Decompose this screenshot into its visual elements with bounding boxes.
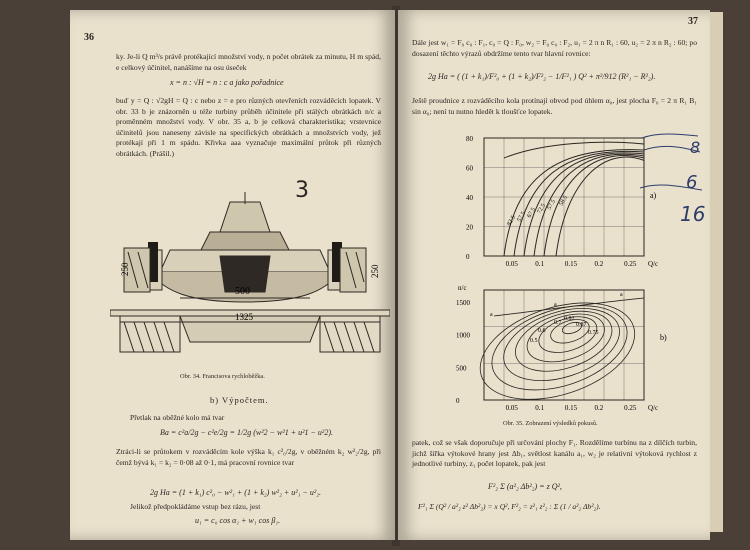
chart-b-max-flow-curve bbox=[494, 298, 644, 316]
chart-b-contour-label: 0.6 bbox=[538, 328, 546, 334]
chart-b bbox=[454, 280, 674, 418]
chart-a-x-axis-symbol: Q/c bbox=[648, 260, 659, 268]
left-formula-4: u₁ = c₀ cos α₁ + w₁ cos β₁. bbox=[195, 516, 281, 525]
chart-b-curve-mark: a bbox=[490, 312, 493, 318]
right-para-2: Ještě proudnice z rozváděcího kola protínají obvod pod úhlem α₀, jest plocha F₀ = 2 π R₁ B₁ sin α₀; není tu nutno hledět k tloušťce lopatek. bbox=[412, 96, 697, 116]
chart-a-x-tick: 0.15 bbox=[564, 260, 578, 268]
page-edges bbox=[708, 12, 723, 532]
chart-b-y-tick: 1000 bbox=[456, 331, 470, 340]
chart-b-contour-label: 0.75 bbox=[588, 330, 599, 336]
section-heading: b) Výpočtem. bbox=[210, 395, 269, 405]
turbine-drawing bbox=[110, 192, 390, 368]
drawing-mark: 3 bbox=[295, 178, 309, 203]
chart-a-x-tick: 0.05 bbox=[505, 260, 518, 268]
right-formula-3: F²₁ Σ (Q² / a²₂ z² Δb²₂) = x Q², F²₂ = z²₁ z²₂ : Σ (1 / a²₂ Δb²₂). bbox=[418, 502, 601, 511]
chart-b-y-tick: 1500 bbox=[456, 299, 470, 307]
right-figure-caption: Obr. 35. Zobrazení výsledků pokusů. bbox=[503, 420, 598, 427]
chart-a-curve-label: 72.5 bbox=[536, 202, 547, 215]
left-para-4: Ztráci-li se průtokem v rozváděcím kole výška k₁ c²₀/2g, v oběžném k₂ w²₂/2g, při čemž bývá k₁ = k₂ = 0·08 až 0·1, má pracovní rovnice tvar bbox=[116, 447, 381, 467]
chart-a-x-tick: 0.25 bbox=[624, 260, 637, 268]
chart-a-x-tick: 0.1 bbox=[535, 260, 545, 268]
chart-a-y-tick: 60 bbox=[466, 164, 473, 173]
chart-b-x-axis-symbol: Q/c bbox=[648, 404, 659, 412]
chart-a-curve bbox=[556, 157, 644, 256]
chart-b-panel-label: b) bbox=[660, 333, 667, 342]
chart-b-curve-mark: a bbox=[554, 302, 557, 308]
chart-a-y-tick: 20 bbox=[466, 223, 473, 232]
chart-b-contour-label: 0.82 bbox=[564, 316, 575, 322]
chart-b-x-tick: 0.25 bbox=[624, 404, 637, 412]
chart-a-y-tick: 0 bbox=[466, 253, 470, 261]
chart-b-x-tick: 0.2 bbox=[594, 404, 604, 412]
chart-a-x-tick: 0.2 bbox=[594, 260, 604, 268]
left-page-number: 36 bbox=[84, 32, 94, 43]
chart-a-panel-label: a) bbox=[650, 191, 657, 200]
left-formula-3: 2g Ha = (1 + k₁) c²₀ − w²₁ + (1 + k₂) w²₂ + u²₁ − u²₂. bbox=[150, 488, 322, 497]
left-formula-1: x = n : √H = n : c a jako pořadnice bbox=[170, 78, 284, 87]
chart-a-curve bbox=[544, 156, 644, 256]
chart-b-x-tick: 0.05 bbox=[505, 404, 518, 412]
handwritten-note-1: 8 bbox=[690, 138, 701, 157]
right-formula-2: F²₂ Σ (a²₂ Δb²₂) = z Q², bbox=[488, 482, 562, 491]
chart-a-curve-label: 57.5 bbox=[516, 210, 527, 223]
chart-b-x-tick: 0.1 bbox=[535, 404, 545, 412]
chart-b-y-tick: 0 bbox=[456, 397, 460, 405]
chart-a-curve-label: 57.5 bbox=[546, 198, 557, 211]
chart-a-curve-label: 67.5 bbox=[526, 206, 537, 219]
left-para-3: Přetlak na oběžné kolo má tvar bbox=[130, 413, 225, 422]
chart-b-y-axis-symbol: n/c bbox=[458, 284, 467, 292]
dim-1325: 1325 bbox=[235, 312, 253, 322]
chart-a-curve-label: 82.5 bbox=[506, 214, 517, 227]
chart-b-x-tick: 0.15 bbox=[564, 404, 578, 412]
chart-b-contour-label: 0.7 bbox=[554, 320, 562, 326]
left-figure-caption: Obr. 34. Francisova rychloběžka. bbox=[180, 373, 265, 380]
left-para-1: ky. Je-li Q m³/s právě protékající množství vody, n počet obrátek za minutu, H m spád, e celkový účinitel, nanášíme na osu úseček bbox=[116, 52, 381, 72]
chart-a-y-tick: 40 bbox=[466, 194, 473, 202]
dim-500: 500 bbox=[235, 286, 250, 297]
chart-a-curve bbox=[514, 151, 644, 256]
chart-b-curve-mark: a bbox=[620, 292, 623, 298]
right-para-3: patek, což se však doporučuje při určování plochy F₁. Rozdělíme turbínu na z dílčích turbin, jichž šířka výtokové hrany jest Δb₁, světlost kanálu a₁, w₂ je relativní výtoková rychlost z jednotlivé turbiny, z₁ počet lopatek, pak jest bbox=[412, 438, 697, 469]
handwritten-note-3: 16 bbox=[680, 202, 706, 226]
chart-a-curve-label: 58.5 bbox=[558, 194, 569, 207]
chart-b-contour bbox=[481, 290, 638, 406]
right-para-1: Dále jest w₁ = F₀ c₀ : F₁, c₀ = Q : F₀, w₂ = F₀ c₀ : F₂, u₁ = 2 π n R₁ : 60, u₂ = 2 π n R₂ : 60; po dosazení těchto výrazů obdržíme tento tvar hlavní rovnice: bbox=[412, 38, 697, 58]
chart-a-y-tick: 80 bbox=[466, 135, 473, 143]
chart-a-curve bbox=[504, 150, 644, 256]
left-page bbox=[70, 10, 395, 540]
left-para-5: Jelikož předpokládáme vstup bez rázu, jest bbox=[130, 502, 261, 511]
handwritten-note-2: 6 bbox=[686, 172, 698, 193]
dim-250-right: 250 bbox=[370, 264, 380, 278]
right-formula-1: 2g Ha = ( (1 + k₁)/F²₀ + (1 + k₂)/F²₂ − 1/F²₁ ) Q² + π²/912 (R²₁ − R²₂). bbox=[428, 72, 656, 81]
right-page bbox=[398, 10, 710, 540]
chart-b-contour-label: 0.5 bbox=[530, 338, 538, 344]
left-formula-2: Ba = c²a/2g − c²e/2g = 1/2g (w²2 − w²1 + u²1 − u²2). bbox=[160, 428, 333, 437]
chart-b-contour-label: 0.87 bbox=[576, 322, 587, 328]
right-page-number: 37 bbox=[688, 16, 698, 27]
dim-250-left: 250 bbox=[120, 262, 130, 276]
left-para-2: buď y = Q : √2gH = Q : c nebo z = e pro různých otevřeních rozváděcích lopatek. V obr. 33 b je znázorněn u téže turbiny průběh účinitele při stálých obrátkách n/c a proměnném množství vody. V obr. 35 a, b je celková charakteristika; vrstevnice účinitelů jsou naneseny závisle na specifických obrátkách a množstvích vody, jež protékají při 1 m spádu. Křivka aaa vyznačuje maximální průtok při různých obrátkách. (Prášil.) bbox=[116, 96, 381, 158]
chart-b-y-tick: 500 bbox=[456, 364, 467, 373]
